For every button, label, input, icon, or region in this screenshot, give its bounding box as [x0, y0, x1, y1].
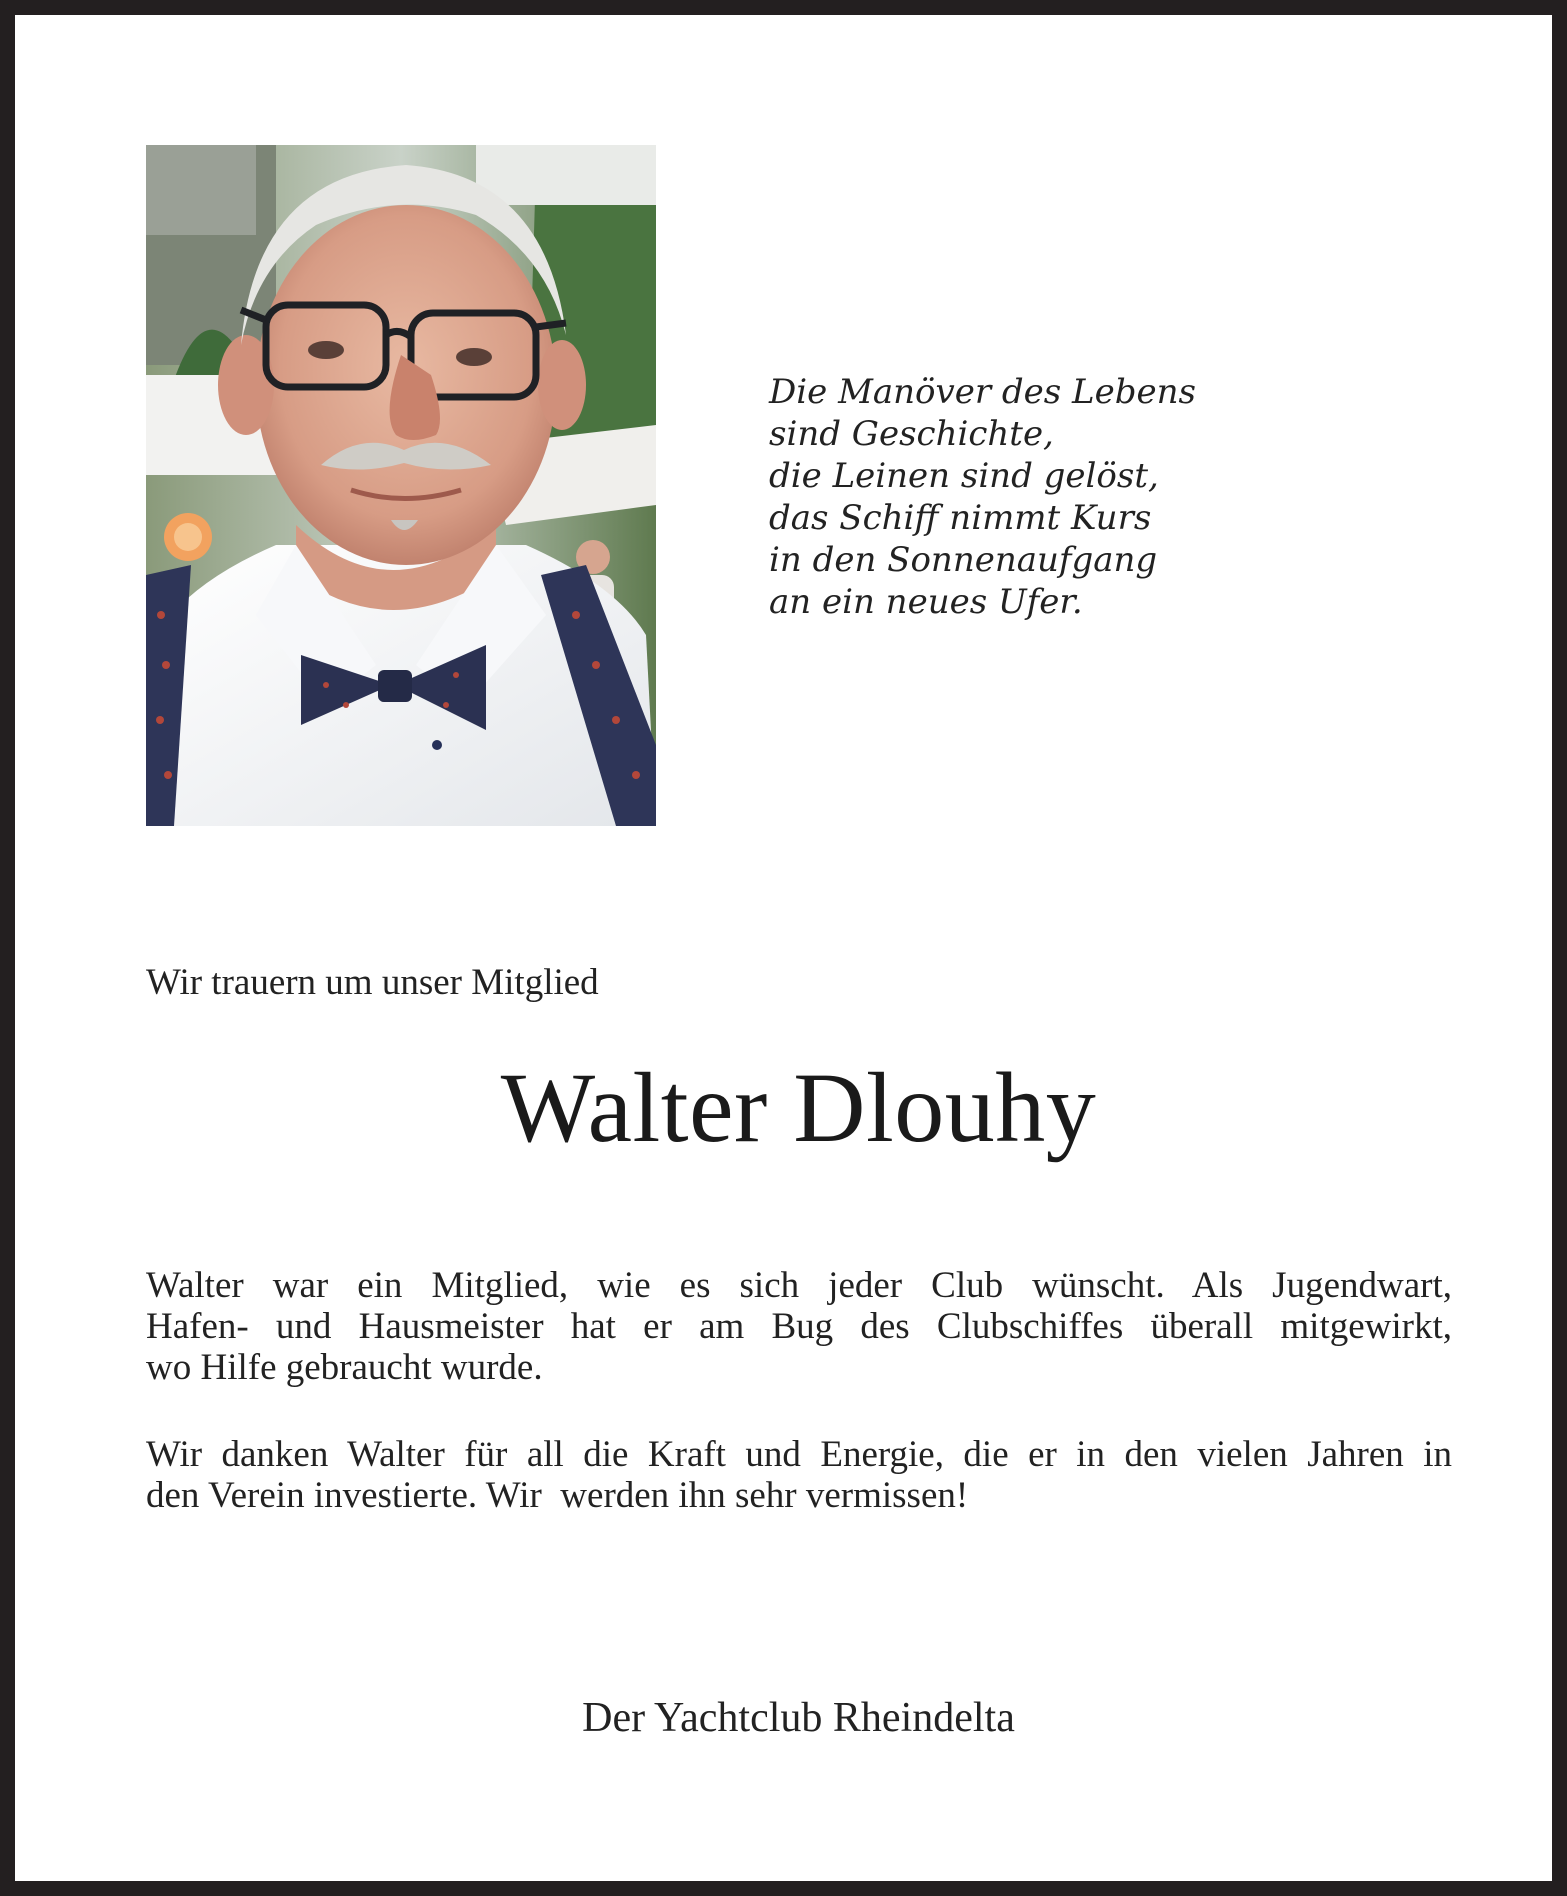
- poem-line: die Leinen sind gelöst,: [769, 456, 1159, 496]
- portrait-photo: [146, 145, 656, 826]
- poem-line: an ein neues Ufer.: [769, 582, 1083, 622]
- poem-line: in den Sonnenaufgang: [769, 540, 1158, 580]
- paragraph-thanks: [146, 1434, 1452, 1516]
- portrait-illustration: [146, 145, 656, 826]
- deceased-name: Walter Dlouhy: [500, 1052, 1097, 1163]
- poem-line: das Schiff nimmt Kurs: [769, 498, 1152, 538]
- poem-line: sind Geschichte,: [769, 414, 1054, 454]
- paragraph-line: Wir danken Walter für all die Kraft und Energie, die er in den vielen Jahren in: [146, 1434, 1452, 1475]
- paragraph-line: wo Hilfe gebraucht wurde.: [146, 1347, 543, 1388]
- poem-line: Die Manöver des Lebens: [769, 372, 1196, 412]
- paragraph-line: Hafen- und Hausmeister hat er am Bug des Clubschiffes überall mitgewirkt,: [146, 1306, 1452, 1347]
- intro-text: Wir trauern um unser Mitglied: [146, 962, 599, 1003]
- poem: [769, 371, 1329, 623]
- signature: Der Yachtclub Rheindelta: [582, 1695, 1015, 1741]
- paragraph-line: Walter war ein Mitglied, wie es sich jeder Club wünscht. Als Jugendwart,: [146, 1265, 1452, 1306]
- paragraph-tribute: [146, 1265, 1452, 1388]
- paragraph-line: den Verein investierte. Wir werden ihn sehr vermissen!: [146, 1475, 969, 1516]
